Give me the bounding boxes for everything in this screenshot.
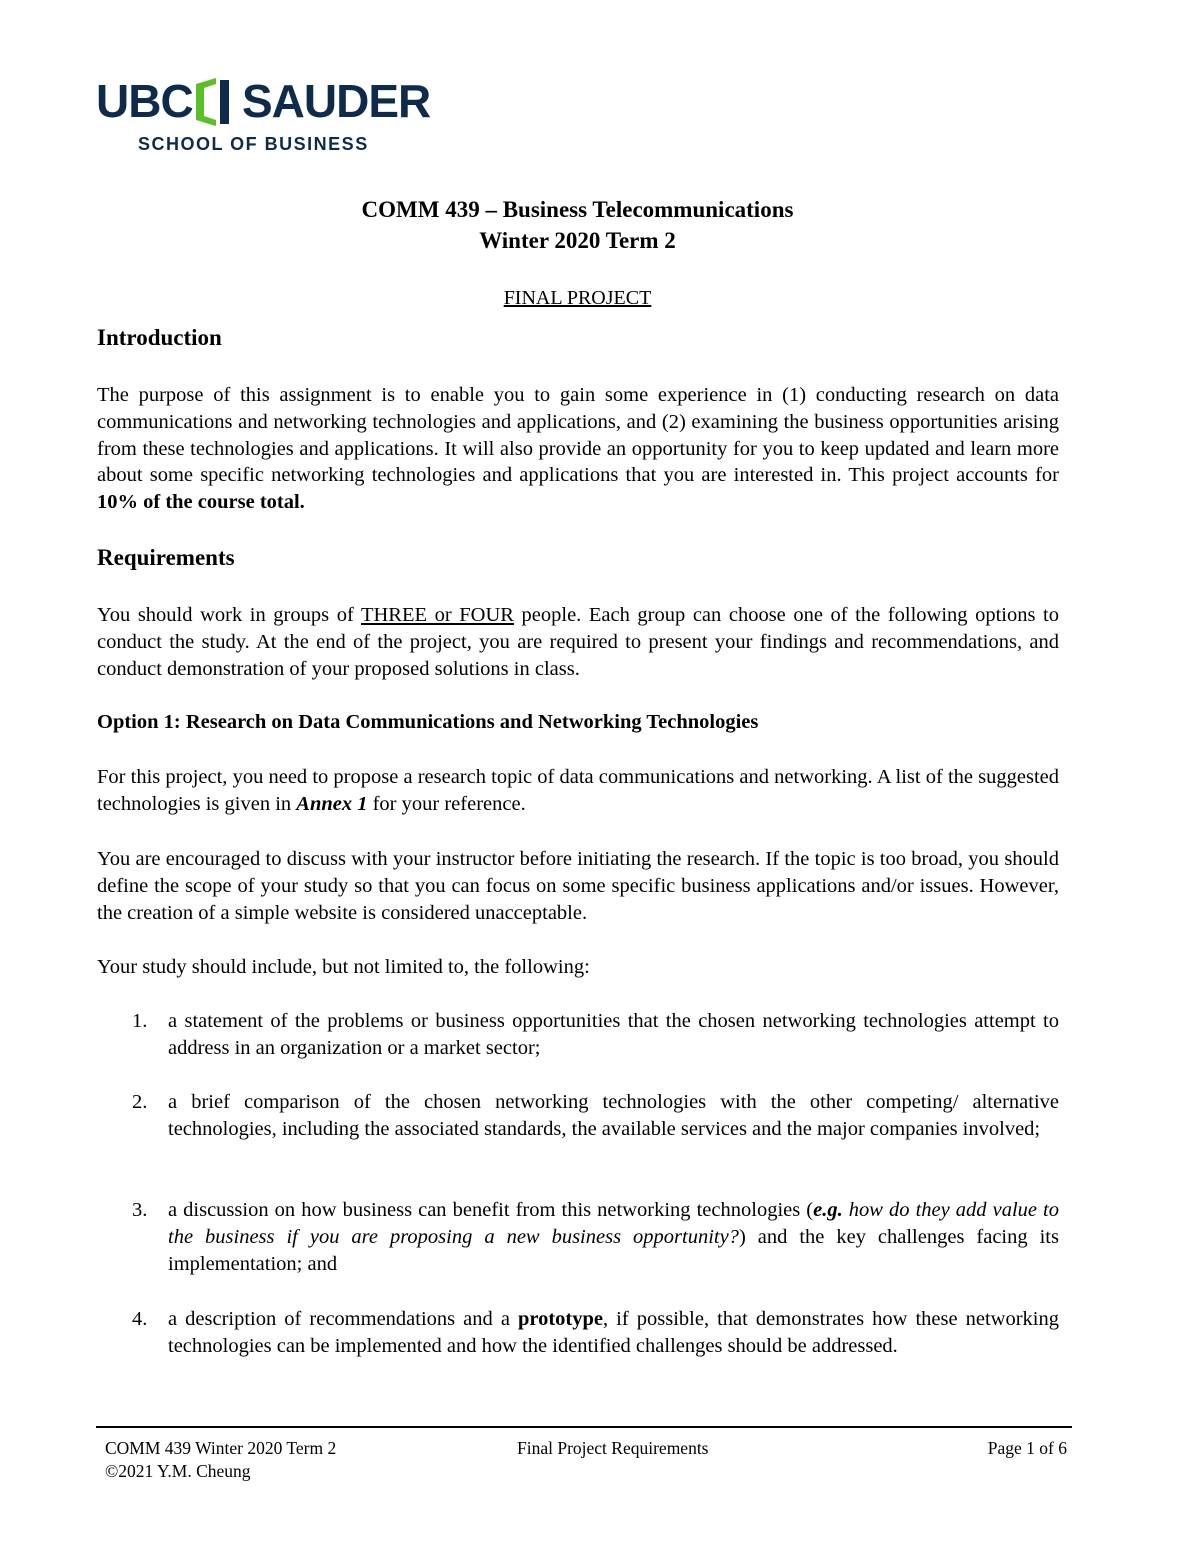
course-title: COMM 439 – Business Telecommunications	[361, 197, 794, 222]
requirements-heading: Requirements	[97, 545, 235, 570]
option1-paragraph-2: You are encouraged to discuss with your instructor before initiating the research. If the topic is too broad, you should define the scope of your study so that you can focus on some specific business applications and/or issues. However, the creation of a simple website is considered unacceptable.	[97, 848, 1059, 924]
intro-paragraph: The purpose of this assignment is to enable you to gain some experience in (1) conducting research on data communications and networking technologies and applications, and (2) examining the business opportunities arising from these technologies and applications. It will also provide an opportunity for you to keep updated and learn more about some specific networking technologies and applications that you are interested in. This project accounts for 10% of the course total.	[97, 384, 1059, 514]
footer-divider	[96, 1426, 1072, 1428]
option1-heading: Option 1: Research on Data Communications and Networking Technologies	[97, 711, 759, 733]
footer-title: Final Project Requirements	[517, 1438, 709, 1458]
requirements-paragraph: You should work in groups of THREE or FOUR people. Each group can choose one of the following options to conduct the study. At the end of the project, you are required to present your findings and recommendations, and conduct demonstration of your proposed solutions in class.	[97, 604, 1059, 680]
option1-paragraph-3: Your study should include, but not limited to, the following:	[97, 956, 590, 978]
logo-ubc: UBC	[96, 75, 193, 127]
ubc-sauder-logo	[96, 75, 431, 158]
footer-course: COMM 439 Winter 2020 Term 2	[105, 1438, 337, 1458]
footer-copyright: ©2021 Y.M. Cheung	[105, 1461, 251, 1481]
intro-heading: Introduction	[97, 325, 222, 350]
logo-sauder: SAUDER	[242, 75, 431, 127]
logo-mark-icon	[194, 78, 234, 126]
doc-type: FINAL PROJECT	[503, 287, 652, 309]
term-title: Winter 2020 Term 2	[479, 228, 676, 253]
logo-school: SCHOOL OF BUSINESS	[138, 134, 369, 154]
option1-paragraph-1: For this project, you need to propose a research topic of data communications and networking. A list of the suggested technologies is given in Annex 1 for your reference.	[97, 766, 1059, 815]
footer-page-number: Page 1 of 6	[987, 1438, 1067, 1458]
